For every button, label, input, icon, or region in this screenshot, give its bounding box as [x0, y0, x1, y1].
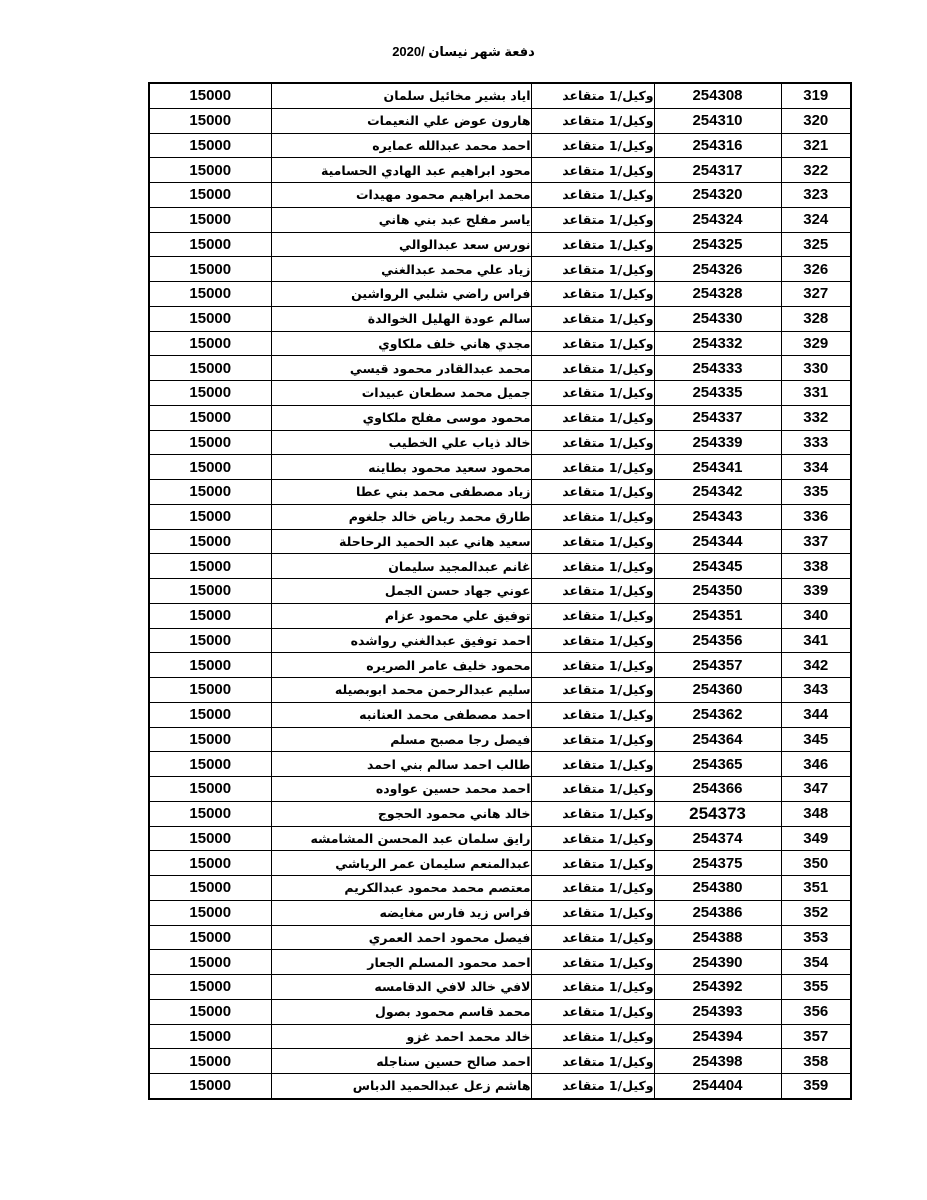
id-number-cell: 254310 — [654, 108, 781, 133]
table-row — [149, 702, 851, 727]
rank-cell: وكيل/1 متقاعد — [531, 356, 654, 381]
table-row — [149, 257, 851, 282]
name-cell: نورس سعد عبدالوالي — [271, 232, 531, 257]
amount-cell: 15000 — [149, 356, 271, 381]
serial-cell: 335 — [781, 480, 851, 505]
rank-cell: وكيل/1 متقاعد — [531, 999, 654, 1024]
amount-cell: 15000 — [149, 752, 271, 777]
amount-cell: 15000 — [149, 207, 271, 232]
id-number-cell: 254366 — [654, 777, 781, 802]
name-cell: محمود خليف عامر الصريره — [271, 653, 531, 678]
id-number-cell: 254330 — [654, 306, 781, 331]
id-number-cell: 254317 — [654, 158, 781, 183]
rank-cell: وكيل/1 متقاعد — [531, 925, 654, 950]
serial-cell: 320 — [781, 108, 851, 133]
name-cell: لافي خالد لافي الدقامسه — [271, 975, 531, 1000]
serial-cell: 340 — [781, 603, 851, 628]
serial-cell: 358 — [781, 1049, 851, 1074]
id-number-cell: 254394 — [654, 1024, 781, 1049]
table-row — [149, 554, 851, 579]
id-number-cell: 254326 — [654, 257, 781, 282]
id-number-cell: 254333 — [654, 356, 781, 381]
table-row — [149, 1024, 851, 1049]
id-number-cell: 254360 — [654, 678, 781, 703]
id-number-cell: 254357 — [654, 653, 781, 678]
table-row — [149, 999, 851, 1024]
name-cell: رايق سلمان عبد المحسن المشامشه — [271, 826, 531, 851]
serial-cell: 325 — [781, 232, 851, 257]
rank-cell: وكيل/1 متقاعد — [531, 430, 654, 455]
rank-cell: وكيل/1 متقاعد — [531, 207, 654, 232]
table-row — [149, 183, 851, 208]
amount-cell: 15000 — [149, 108, 271, 133]
amount-cell: 15000 — [149, 554, 271, 579]
rank-cell: وكيل/1 متقاعد — [531, 752, 654, 777]
amount-cell: 15000 — [149, 628, 271, 653]
rank-cell: وكيل/1 متقاعد — [531, 381, 654, 406]
table-row — [149, 207, 851, 232]
serial-cell: 342 — [781, 653, 851, 678]
rank-cell: وكيل/1 متقاعد — [531, 1049, 654, 1074]
rank-cell: وكيل/1 متقاعد — [531, 653, 654, 678]
table-row — [149, 1049, 851, 1074]
rank-cell: وكيل/1 متقاعد — [531, 455, 654, 480]
table-row — [149, 455, 851, 480]
name-cell: محمود موسى مفلح ملكاوي — [271, 405, 531, 430]
id-number-cell: 254380 — [654, 876, 781, 901]
name-cell: احمد محمد عبدالله عمايره — [271, 133, 531, 158]
id-number-cell: 254386 — [654, 900, 781, 925]
id-number-cell: 254356 — [654, 628, 781, 653]
name-cell: عوني جهاد حسن الجمل — [271, 579, 531, 604]
amount-cell: 15000 — [149, 801, 271, 826]
name-cell: طارق محمد رياض خالد جلغوم — [271, 504, 531, 529]
table-row — [149, 158, 851, 183]
serial-cell: 356 — [781, 999, 851, 1024]
serial-cell: 333 — [781, 430, 851, 455]
name-cell: محمد قاسم محمود بصول — [271, 999, 531, 1024]
serial-cell: 353 — [781, 925, 851, 950]
rank-cell: وكيل/1 متقاعد — [531, 1024, 654, 1049]
amount-cell: 15000 — [149, 133, 271, 158]
id-number-cell: 254343 — [654, 504, 781, 529]
table-row — [149, 381, 851, 406]
id-number-cell: 254388 — [654, 925, 781, 950]
rank-cell: وكيل/1 متقاعد — [531, 133, 654, 158]
amount-cell: 15000 — [149, 306, 271, 331]
amount-cell: 15000 — [149, 405, 271, 430]
table-row — [149, 678, 851, 703]
amount-cell: 15000 — [149, 727, 271, 752]
table-row — [149, 504, 851, 529]
amount-cell: 15000 — [149, 430, 271, 455]
serial-cell: 330 — [781, 356, 851, 381]
rank-cell: وكيل/1 متقاعد — [531, 678, 654, 703]
name-cell: محمد عبدالقادر محمود قيسي — [271, 356, 531, 381]
rank-cell: وكيل/1 متقاعد — [531, 405, 654, 430]
table-row — [149, 331, 851, 356]
amount-cell: 15000 — [149, 480, 271, 505]
table-row — [149, 430, 851, 455]
name-cell: زياد مصطفى محمد بني عطا — [271, 480, 531, 505]
id-number-cell: 254320 — [654, 183, 781, 208]
id-number-cell: 254398 — [654, 1049, 781, 1074]
name-cell: عبدالمنعم سليمان عمر الرياشي — [271, 851, 531, 876]
amount-cell: 15000 — [149, 381, 271, 406]
id-number-cell: 254328 — [654, 282, 781, 307]
rank-cell: وكيل/1 متقاعد — [531, 950, 654, 975]
serial-cell: 329 — [781, 331, 851, 356]
table-row — [149, 356, 851, 381]
name-cell: سالم عودة الهليل الخوالدة — [271, 306, 531, 331]
id-number-cell: 254316 — [654, 133, 781, 158]
name-cell: طالب احمد سالم بني احمد — [271, 752, 531, 777]
amount-cell: 15000 — [149, 331, 271, 356]
amount-cell: 15000 — [149, 678, 271, 703]
id-number-cell: 254341 — [654, 455, 781, 480]
id-number-cell: 254335 — [654, 381, 781, 406]
table-row — [149, 950, 851, 975]
rank-cell: وكيل/1 متقاعد — [531, 183, 654, 208]
name-cell: توفيق علي محمود عزام — [271, 603, 531, 628]
rank-cell: وكيل/1 متقاعد — [531, 826, 654, 851]
name-cell: خالد محمد احمد غزو — [271, 1024, 531, 1049]
name-cell: فراس راضي شلبي الرواشين — [271, 282, 531, 307]
table-row — [149, 83, 851, 108]
serial-cell: 345 — [781, 727, 851, 752]
rank-cell: وكيل/1 متقاعد — [531, 83, 654, 108]
name-cell: زياد علي محمد عبدالغني — [271, 257, 531, 282]
name-cell: هاشم زعل عبدالحميد الدباس — [271, 1074, 531, 1099]
id-number-cell: 254332 — [654, 331, 781, 356]
serial-cell: 334 — [781, 455, 851, 480]
table-row — [149, 282, 851, 307]
amount-cell: 15000 — [149, 653, 271, 678]
id-number-cell: 254375 — [654, 851, 781, 876]
table-row — [149, 851, 851, 876]
id-number-cell: 254390 — [654, 950, 781, 975]
serial-cell: 327 — [781, 282, 851, 307]
payment-roster-table — [148, 82, 852, 1100]
table-row — [149, 876, 851, 901]
serial-cell: 341 — [781, 628, 851, 653]
serial-cell: 359 — [781, 1074, 851, 1099]
amount-cell: 15000 — [149, 999, 271, 1024]
rank-cell: وكيل/1 متقاعد — [531, 480, 654, 505]
id-number-cell: 254308 — [654, 83, 781, 108]
rank-cell: وكيل/1 متقاعد — [531, 801, 654, 826]
amount-cell: 15000 — [149, 504, 271, 529]
page-title: دفعة شهر نيسان /2020 — [392, 44, 535, 59]
name-cell: جميل محمد سطعان عبيدات — [271, 381, 531, 406]
amount-cell: 15000 — [149, 950, 271, 975]
rank-cell: وكيل/1 متقاعد — [531, 628, 654, 653]
name-cell: ياسر مفلح عبد بني هاني — [271, 207, 531, 232]
serial-cell: 321 — [781, 133, 851, 158]
amount-cell: 15000 — [149, 183, 271, 208]
amount-cell: 15000 — [149, 158, 271, 183]
serial-cell: 349 — [781, 826, 851, 851]
rank-cell: وكيل/1 متقاعد — [531, 158, 654, 183]
table-row — [149, 108, 851, 133]
amount-cell: 15000 — [149, 702, 271, 727]
table-row — [149, 603, 851, 628]
amount-cell: 15000 — [149, 282, 271, 307]
rank-cell: وكيل/1 متقاعد — [531, 702, 654, 727]
rank-cell: وكيل/1 متقاعد — [531, 603, 654, 628]
id-number-cell: 254344 — [654, 529, 781, 554]
rank-cell: وكيل/1 متقاعد — [531, 975, 654, 1000]
name-cell: فيصل رجا مصبح مسلم — [271, 727, 531, 752]
name-cell: خالد ذياب علي الخطيب — [271, 430, 531, 455]
rank-cell: وكيل/1 متقاعد — [531, 579, 654, 604]
table-row — [149, 579, 851, 604]
rank-cell: وكيل/1 متقاعد — [531, 554, 654, 579]
name-cell: اياد بشير مخائيل سلمان — [271, 83, 531, 108]
table-row — [149, 925, 851, 950]
serial-cell: 319 — [781, 83, 851, 108]
id-number-cell: 254324 — [654, 207, 781, 232]
serial-cell: 336 — [781, 504, 851, 529]
serial-cell: 343 — [781, 678, 851, 703]
table-row — [149, 529, 851, 554]
serial-cell: 352 — [781, 900, 851, 925]
table-row — [149, 777, 851, 802]
id-number-cell: 254373 — [654, 801, 781, 826]
table-row — [149, 405, 851, 430]
name-cell: محود ابراهيم عبد الهادي الحسامية — [271, 158, 531, 183]
amount-cell: 15000 — [149, 529, 271, 554]
serial-cell: 324 — [781, 207, 851, 232]
table-row — [149, 306, 851, 331]
name-cell: احمد محمود المسلم الجعار — [271, 950, 531, 975]
serial-cell: 339 — [781, 579, 851, 604]
amount-cell: 15000 — [149, 777, 271, 802]
rank-cell: وكيل/1 متقاعد — [531, 257, 654, 282]
table-row — [149, 826, 851, 851]
name-cell: احمد صالح حسين سناجله — [271, 1049, 531, 1074]
serial-cell: 331 — [781, 381, 851, 406]
table-row — [149, 900, 851, 925]
name-cell: سعيد هاني عبد الحميد الرحاحلة — [271, 529, 531, 554]
serial-cell: 346 — [781, 752, 851, 777]
name-cell: غانم عبدالمجيد سليمان — [271, 554, 531, 579]
roster-table-body — [149, 83, 851, 1099]
name-cell: فراس زيد فارس مغايضه — [271, 900, 531, 925]
amount-cell: 15000 — [149, 257, 271, 282]
amount-cell: 15000 — [149, 1049, 271, 1074]
id-number-cell: 254325 — [654, 232, 781, 257]
amount-cell: 15000 — [149, 975, 271, 1000]
serial-cell: 354 — [781, 950, 851, 975]
name-cell: محمد ابراهيم محمود مهيدات — [271, 183, 531, 208]
name-cell: فيصل محمود احمد العمري — [271, 925, 531, 950]
id-number-cell: 254342 — [654, 480, 781, 505]
amount-cell: 15000 — [149, 579, 271, 604]
amount-cell: 15000 — [149, 455, 271, 480]
id-number-cell: 254392 — [654, 975, 781, 1000]
amount-cell: 15000 — [149, 1024, 271, 1049]
name-cell: محمود سعيد محمود بطاينه — [271, 455, 531, 480]
table-row — [149, 232, 851, 257]
id-number-cell: 254345 — [654, 554, 781, 579]
serial-cell: 328 — [781, 306, 851, 331]
rank-cell: وكيل/1 متقاعد — [531, 851, 654, 876]
amount-cell: 15000 — [149, 232, 271, 257]
amount-cell: 15000 — [149, 826, 271, 851]
amount-cell: 15000 — [149, 1074, 271, 1099]
serial-cell: 357 — [781, 1024, 851, 1049]
serial-cell: 347 — [781, 777, 851, 802]
id-number-cell: 254339 — [654, 430, 781, 455]
id-number-cell: 254337 — [654, 405, 781, 430]
serial-cell: 350 — [781, 851, 851, 876]
name-cell: هارون عوض علي النعيمات — [271, 108, 531, 133]
name-cell: معتصم محمد محمود عبدالكريم — [271, 876, 531, 901]
rank-cell: وكيل/1 متقاعد — [531, 900, 654, 925]
table-row — [149, 628, 851, 653]
table-row — [149, 975, 851, 1000]
amount-cell: 15000 — [149, 603, 271, 628]
rank-cell: وكيل/1 متقاعد — [531, 777, 654, 802]
name-cell: مجدي هاني خلف ملكاوي — [271, 331, 531, 356]
rank-cell: وكيل/1 متقاعد — [531, 306, 654, 331]
rank-cell: وكيل/1 متقاعد — [531, 529, 654, 554]
rank-cell: وكيل/1 متقاعد — [531, 876, 654, 901]
name-cell: احمد توفيق عبدالغني رواشده — [271, 628, 531, 653]
id-number-cell: 254364 — [654, 727, 781, 752]
id-number-cell: 254350 — [654, 579, 781, 604]
table-row — [149, 801, 851, 826]
id-number-cell: 254374 — [654, 826, 781, 851]
rank-cell: وكيل/1 متقاعد — [531, 504, 654, 529]
serial-cell: 323 — [781, 183, 851, 208]
rank-cell: وكيل/1 متقاعد — [531, 331, 654, 356]
amount-cell: 15000 — [149, 876, 271, 901]
serial-cell: 351 — [781, 876, 851, 901]
amount-cell: 15000 — [149, 925, 271, 950]
serial-cell: 355 — [781, 975, 851, 1000]
table-row — [149, 133, 851, 158]
amount-cell: 15000 — [149, 83, 271, 108]
id-number-cell: 254393 — [654, 999, 781, 1024]
name-cell: احمد محمد حسين عواوده — [271, 777, 531, 802]
serial-cell: 332 — [781, 405, 851, 430]
table-row — [149, 480, 851, 505]
id-number-cell: 254351 — [654, 603, 781, 628]
serial-cell: 322 — [781, 158, 851, 183]
serial-cell: 326 — [781, 257, 851, 282]
id-number-cell: 254365 — [654, 752, 781, 777]
rank-cell: وكيل/1 متقاعد — [531, 232, 654, 257]
name-cell: احمد مصطفى محمد العنانبه — [271, 702, 531, 727]
id-number-cell: 254404 — [654, 1074, 781, 1099]
serial-cell: 337 — [781, 529, 851, 554]
rank-cell: وكيل/1 متقاعد — [531, 1074, 654, 1099]
table-row — [149, 653, 851, 678]
amount-cell: 15000 — [149, 851, 271, 876]
name-cell: خالد هاني محمود الحجوج — [271, 801, 531, 826]
amount-cell: 15000 — [149, 900, 271, 925]
rank-cell: وكيل/1 متقاعد — [531, 108, 654, 133]
id-number-cell: 254362 — [654, 702, 781, 727]
table-row — [149, 727, 851, 752]
table-row — [149, 1074, 851, 1099]
serial-cell: 338 — [781, 554, 851, 579]
name-cell: سليم عبدالرحمن محمد ابوبصيله — [271, 678, 531, 703]
rank-cell: وكيل/1 متقاعد — [531, 727, 654, 752]
serial-cell: 348 — [781, 801, 851, 826]
serial-cell: 344 — [781, 702, 851, 727]
table-row — [149, 752, 851, 777]
rank-cell: وكيل/1 متقاعد — [531, 282, 654, 307]
